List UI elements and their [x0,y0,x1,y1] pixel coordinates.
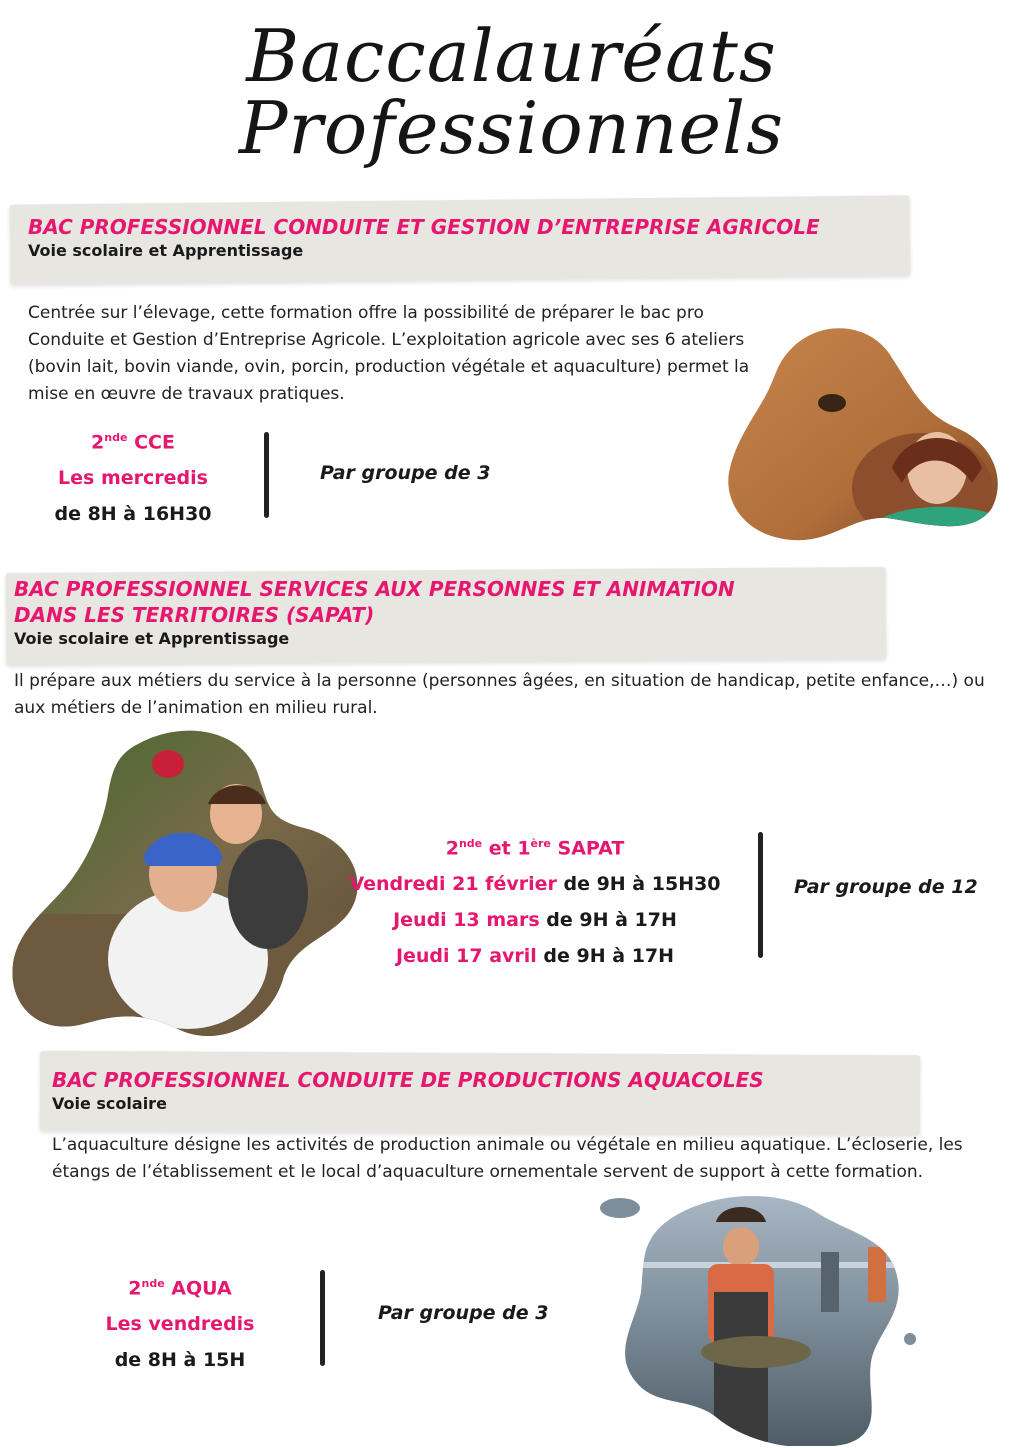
page-title: Baccalauréats Professionnels [238,14,785,170]
section-1-title: BAC PROFESSIONNEL CONDUITE ET GESTION D’ENTREPRISE AGRICOLE [28,215,820,239]
section-2-schedule [335,826,735,974]
section-3-header [52,1067,912,1115]
section-3-subtitle: Voie scolaire [52,1094,167,1113]
section-2-class: 2nde et 1ère SAPAT [445,837,625,860]
section-3-day: Les vendredis [105,1313,255,1336]
splash-decoration [600,1198,640,1218]
section-2-header [14,576,874,650]
section-1-hours: de 8H à 16H30 [54,503,212,526]
section-2-date-3: Jeudi 17 avril de 9H à 17H [395,945,675,968]
section-2-description: Il prépare aux métiers du service à la personne (personnes âgées, en situation de handicap, petite enfance,…) ou aux métiers de l’animation en milieu rural. [14,671,985,718]
section-1-divider [264,432,269,518]
section-2-divider [758,832,763,958]
section-3-group: Par groupe de 3 [378,1302,549,1324]
section-3-description: L’aquaculture désigne les activités de production animale ou végétale en milieu aquatique. L’écloserie, les étangs de l’établissement et le local d’aquaculture ornementale servent de support à cette formation. [52,1135,963,1182]
people-photo [8,724,364,1042]
section-1-header [28,214,908,262]
section-2-group: Par groupe de 12 [794,876,978,898]
section-2-title-line1: BAC PROFESSIONNEL SERVICES AUX PERSONNES ET ANIMATION [14,577,735,601]
section-3-divider [320,1270,325,1366]
aquaculture-photo [596,1192,916,1446]
section-3-hours: de 8H à 15H [114,1349,246,1372]
section-1-class: 2nde CCE [91,431,175,454]
section-1-schedule [28,420,238,532]
section-1-group: Par groupe de 3 [320,462,491,484]
cow-photo [722,318,1002,544]
section-2-date-1: Vendredi 21 février de 9H à 15H30 [349,873,721,896]
section-3-class: 2nde AQUA [128,1277,232,1300]
section-2-title-line2: DANS LES TERRITOIRES (SAPAT) [14,603,375,627]
section-1-description: Centrée sur l’élevage, cette formation offre la possibilité de préparer le bac pro Conduite et Gestion d’Entreprise Agricole. L’exploitation agricole avec ses 6 ateliers (bovin lait, bovin viande, ovin, porcin, production végétale et aquaculture) permet la mise en œuvre de travaux pratiques. [28,303,750,404]
section-2-date-2: Jeudi 13 mars de 9H à 17H [393,909,677,932]
section-3-schedule [80,1266,280,1378]
section-3-title: BAC PROFESSIONNEL CONDUITE DE PRODUCTIONS AQUACOLES [52,1068,764,1092]
section-2-subtitle: Voie scolaire et Apprentissage [14,629,290,648]
splash-dot-decoration [904,1333,916,1345]
section-1-subtitle: Voie scolaire et Apprentissage [28,241,304,260]
section-1-day: Les mercredis [58,467,208,490]
